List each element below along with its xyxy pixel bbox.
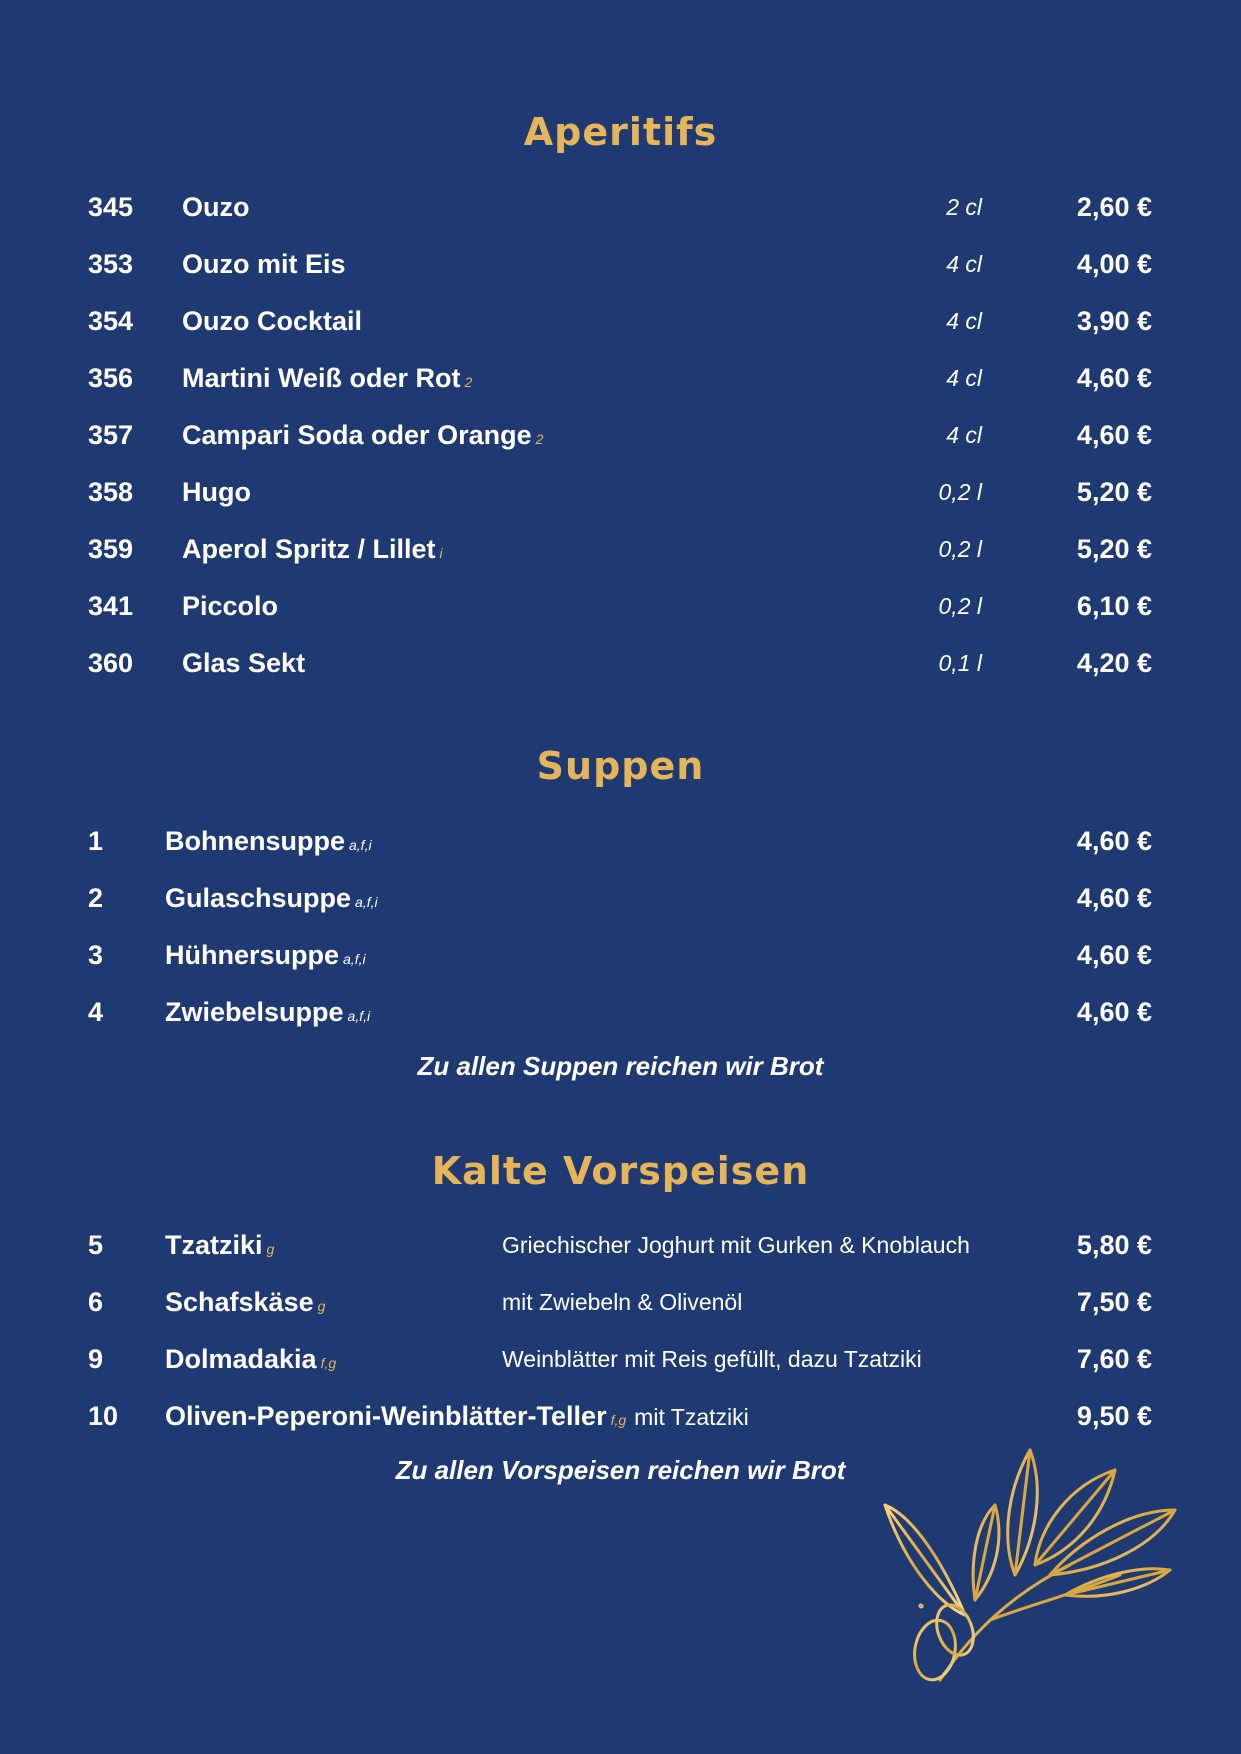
item-name-text: Tzatziki [165,1230,263,1260]
item-price: 2,60 € [1076,192,1152,222]
item-number: 2 [88,883,104,913]
section-title-suppen: Suppen [536,744,705,788]
item-price: 3,90 € [1076,306,1152,336]
item-number: 345 [88,192,134,222]
item-price: 4,60 € [1076,363,1152,393]
vorspeisen-note: Zu allen Vorspeisen reichen wir Brot [395,1455,846,1485]
item-name-text: Glas Sekt [182,648,306,678]
item-volume: 0,2 l [938,479,982,505]
item-name [182,529,443,573]
item-price: 5,20 € [1076,477,1152,507]
item-price: 4,60 € [1076,883,1152,913]
item-price: 9,50 € [1076,1401,1152,1431]
item-price: 7,50 € [1076,1287,1152,1317]
menu-row [0,1339,1241,1379]
item-number: 341 [88,591,134,621]
item-name-text: Campari Soda oder Orange [182,420,532,450]
item-name-text: Martini Weiß oder Rot [182,363,461,393]
item-price: 4,60 € [1076,940,1152,970]
item-name-text: Ouzo [182,192,250,222]
item-name-text: Schafskäse [165,1287,314,1317]
item-name-text: Gulaschsuppe [165,883,352,913]
item-price: 7,60 € [1076,1344,1152,1374]
item-name [165,1225,274,1269]
allergen-codes: g [266,1241,275,1257]
item-name-text: Ouzo Cocktail [182,306,363,336]
item-name [165,878,378,922]
menu-row [0,821,1241,861]
item-number: 360 [88,648,134,678]
menu-row [0,643,1241,683]
allergen-codes: 2 [535,431,544,447]
item-number: 9 [88,1344,104,1374]
item-name-text: Hühnersuppe [165,940,340,970]
menu-row [0,992,1241,1032]
item-name-text: Zwiebelsuppe [165,997,344,1027]
item-name-text: Ouzo mit Eis [182,249,346,279]
item-name [165,992,370,1036]
item-volume: 0,2 l [938,536,982,562]
item-name [182,643,305,683]
item-description: mit Zwiebeln & Olivenöl [502,1289,743,1315]
allergen-codes: a,f,i [349,837,372,853]
item-number: 359 [88,534,134,564]
allergen-codes: f,g [320,1355,337,1371]
item-price: 4,60 € [1076,826,1152,856]
item-volume: 4 cl [946,422,982,448]
allergen-codes: i [439,545,443,561]
item-name [182,472,251,512]
item-name-text: Oliven-Peperoni-Weinblätter-Teller [165,1401,607,1431]
item-volume: 0,1 l [938,650,982,676]
item-name [165,1282,325,1326]
item-volume: 2 cl [946,194,982,220]
item-name-text: Aperol Spritz / Lillet [182,534,436,564]
menu-row [0,187,1241,227]
item-name-text: Piccolo [182,591,279,621]
item-number: 353 [88,249,134,279]
item-number: 3 [88,940,104,970]
item-price: 6,10 € [1076,591,1152,621]
olive-branch-icon [880,1445,1180,1685]
menu-row [0,415,1241,455]
item-price: 4,20 € [1076,648,1152,678]
allergen-codes: 2 [464,374,473,390]
item-number: 357 [88,420,134,450]
item-number: 354 [88,306,134,336]
menu-row [0,1396,1241,1436]
item-name [182,244,346,284]
section-title-aperitifs: Aperitifs [523,110,718,154]
menu-row [0,244,1241,284]
section-title-kalte-vorspeisen: Kalte Vorspeisen [431,1149,810,1193]
item-price: 4,60 € [1076,420,1152,450]
item-number: 356 [88,363,134,393]
item-name [165,935,366,979]
item-volume: 4 cl [946,308,982,334]
item-number: 4 [88,997,104,1027]
item-name [165,821,372,865]
item-volume: 4 cl [946,251,982,277]
suppen-note: Zu allen Suppen reichen wir Brot [417,1051,824,1081]
menu-row [0,935,1241,975]
item-price: 5,80 € [1076,1230,1152,1260]
menu-row [0,586,1241,626]
item-name [182,358,472,402]
item-volume: 4 cl [946,365,982,391]
item-name [165,1396,749,1440]
item-name [182,301,362,341]
item-description: Weinblätter mit Reis gefüllt, dazu Tzatziki [502,1346,922,1372]
item-name [182,415,543,459]
item-volume: 0,2 l [938,593,982,619]
menu-row [0,878,1241,918]
item-price: 4,00 € [1076,249,1152,279]
item-price: 5,20 € [1076,534,1152,564]
item-number: 10 [88,1401,119,1431]
allergen-codes: a,f,i [347,1008,371,1024]
allergen-codes: a,f,i [343,951,366,967]
item-name [182,586,278,626]
item-name [165,1339,336,1383]
item-price: 4,60 € [1076,997,1152,1027]
item-number: 1 [88,826,104,856]
menu-row [0,301,1241,341]
item-description: mit Tzatziki [634,1404,749,1430]
allergen-codes: a,f,i [355,894,378,910]
menu-row [0,472,1241,512]
menu-row [0,1282,1241,1322]
item-number: 358 [88,477,134,507]
menu-row [0,358,1241,398]
item-description: Griechischer Joghurt mit Gurken & Knoblauch [502,1232,970,1258]
allergen-codes: f,g [610,1412,627,1428]
item-name-text: Bohnensuppe [165,826,345,856]
menu-row [0,1225,1241,1265]
item-name-text: Hugo [182,477,251,507]
item-name-text: Dolmadakia [165,1344,317,1374]
allergen-codes: g [317,1298,326,1314]
menu-row [0,529,1241,569]
item-name [182,187,250,227]
item-number: 5 [88,1230,104,1260]
item-number: 6 [88,1287,104,1317]
